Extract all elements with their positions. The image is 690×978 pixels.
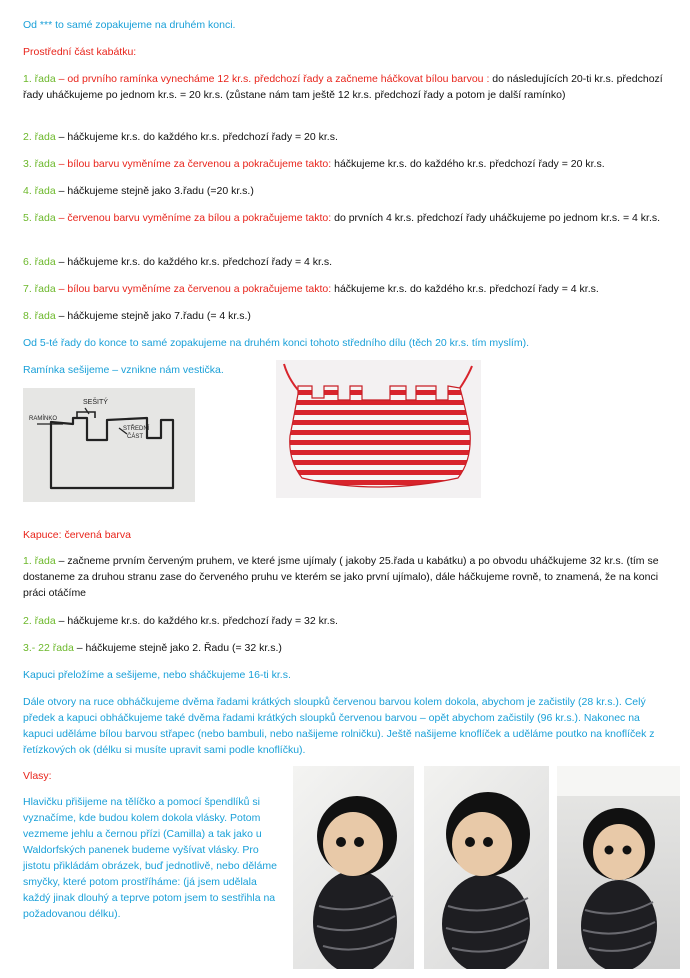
row-text: – háčkujeme stejně jako 2. Řadu (= 32 kr.s.) xyxy=(73,642,282,654)
row-8 xyxy=(23,308,668,324)
row-text: – háčkujeme stejně jako 7.řadu (= 4 kr.s.) xyxy=(55,310,251,322)
row-number: 5. řada xyxy=(23,212,56,224)
row-text: do následujících 20-ti kr.s. předchozí řady uháčkujeme po jednom kr.s. = 20 kr.s. (zůstane nám tam ještě 12 kr.s. předchozí řady a potom je další ramínko) xyxy=(23,73,663,101)
row-1 xyxy=(23,71,668,103)
doll-image xyxy=(557,766,680,969)
row-number: 1. řada xyxy=(23,73,56,85)
hair-text: Hlavičku přišijeme na tělíčko a pomocí špendlíků si vyznačíme, kde budou kolem dokola vlásky. Potom vezmeme jehlu a černou přízi (Camilla) a tak jako u Waldorfských panenek budeme vyšívat vlásky. Pro jistotu přikládám obrázek, buď jednotlivě, nebo děláme smyčky, které potom prostříháme: (já jsem udělala každý jinak dlouhý a teprve potom jsem to sestřihla na požadovanou délku). xyxy=(23,796,277,920)
section-title-hood: Kapuce: červená barva xyxy=(23,529,131,541)
label-sesity: SEŠITÝ xyxy=(83,399,108,406)
label-ramino: RAMÍNKO xyxy=(29,416,58,422)
row-5 xyxy=(23,210,668,226)
doll-image xyxy=(424,766,549,969)
row-text: háčkujeme kr.s. do každého kr.s. předchozí řady = 4 kr.s. xyxy=(331,283,599,295)
row-4 xyxy=(23,183,668,199)
note-sew: Ramínka sešijeme – vznikne nám vestička. xyxy=(23,364,224,376)
note-fold: Kapuci přeložíme a sešijeme, nebo sháčkujeme 16-ti kr.s. xyxy=(23,669,291,681)
row-2 xyxy=(23,129,668,145)
row-number: 8. řada xyxy=(23,310,56,322)
row-7 xyxy=(23,281,668,297)
row-number: 1. řada xyxy=(23,555,56,567)
row-3 xyxy=(23,156,668,172)
row-number: 2. řada xyxy=(23,615,56,627)
row-highlight: – bílou barvu vyměníme za červenou a pokračujeme takto: xyxy=(55,158,332,170)
row-text: – háčkujeme kr.s. do každého kr.s. předchozí řady = 20 kr.s. xyxy=(55,131,338,143)
row-number: 4. řada xyxy=(23,185,56,197)
doll-photo-3 xyxy=(557,766,680,969)
doll-photo-1 xyxy=(293,766,414,969)
vest-sketch xyxy=(23,388,195,502)
row-highlight: – červenou barvu vyměníme za bílou a pokračujeme takto: xyxy=(55,212,332,224)
row-text: háčkujeme kr.s. do každého kr.s. předchozí řady = 20 kr.s. xyxy=(331,158,605,170)
section-title-hair: Vlasy: xyxy=(23,770,52,782)
note-finish: Dále otvory na ruce obháčkujeme dvěma řadami krátkých sloupků červenou barvou kolem dokola, abychom je začistily (28 kr.s.). Celý předek a kapuci obháčkujeme také dvěma řadami krátkých sloupků červenou barvou – opět abychom začistily (96 kr.s.). Nakonec na kapuci uděláme bílou barvou střapec (nebo bambuli, nebo našijeme rolničku). Ještě našijeme knoflíček a uděláme poutko na knoflíček z řetízkových ok (délku si musíte upravit sami podle knoflíčku). xyxy=(23,696,655,756)
hood-row-2 xyxy=(23,613,668,629)
row-text: – háčkujeme kr.s. do každého kr.s. předchozí řady = 32 kr.s. xyxy=(55,615,338,627)
doll-image xyxy=(293,766,414,969)
row-6 xyxy=(23,254,668,270)
row-highlight: – bílou barvu vyměníme za červenou a pokračujeme takto: xyxy=(55,283,332,295)
vest-photo xyxy=(276,360,481,498)
row-text: do prvních 4 kr.s. předchozí řady uháčkujeme po jednom kr.s. = 4 kr.s. xyxy=(331,212,661,224)
label-cast: ČÁST xyxy=(127,434,144,440)
row-text: – začneme prvním červeným pruhem, ve které jsme ujímaly ( jakoby 25.řada u kabátku) a po obvodu uháčkujeme 32 kr.s. (tím se dostaneme za druhou stranu zase do červeného pruhu ve kterém se jako první ujímalo), dále háčkujeme rovně, to znamená, že na konci práci otáčíme xyxy=(23,555,659,599)
section-title-middle: Prostřední část kabátku: xyxy=(23,46,137,58)
note-repeat: Od 5-té řady do konce to samé zopakujeme na druhém konci tohoto středního dílu (těch 20 kr.s. tím myslím). xyxy=(23,337,529,349)
row-number: 3.- 22 řada xyxy=(23,642,74,654)
doll-photo-2 xyxy=(424,766,549,969)
hood-row-1 xyxy=(23,553,668,601)
hood-row-3 xyxy=(23,640,668,656)
row-number: 2. řada xyxy=(23,131,56,143)
label-stredni: STŘEDNÍ xyxy=(123,426,150,432)
row-number: 7. řada xyxy=(23,283,56,295)
striped-vest-image xyxy=(276,360,481,498)
row-number: 3. řada xyxy=(23,158,56,170)
row-number: 6. řada xyxy=(23,256,56,268)
row-text: – háčkujeme stejně jako 3.řadu (=20 kr.s.) xyxy=(55,185,254,197)
row-text: – háčkujeme kr.s. do každého kr.s. předchozí řady = 4 kr.s. xyxy=(55,256,333,268)
row-highlight: – od prvního ramínka vynecháme 12 kr.s. předchozí řady a začneme háčkovat bílou barvou : xyxy=(55,73,490,85)
sketch-photo xyxy=(23,388,195,502)
intro-text: Od *** to samé zopakujeme na druhém konci. xyxy=(23,19,236,31)
